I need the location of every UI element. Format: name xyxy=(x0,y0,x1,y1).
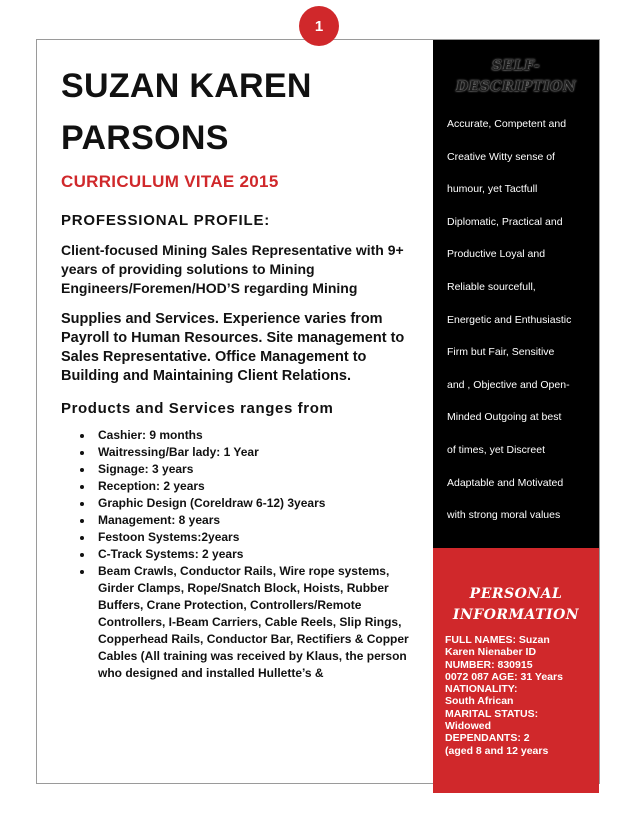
list-item: • Beam Crawls, Conductor Rails, Wire rope systems, Girder Clamps, Rope/Snatch Block, Hoists, Rubber Buffers, Crane Protection, Controllers/Remote Controllers, I-Beam Carriers, Cable Reels, Slip Rings, Copperhead Rails, Conductor Bar, Rectifiers & Copper Cables (All training was received by Klaus, the person who designed and installed Hullette’s & xyxy=(94,563,423,682)
trait-line: of times, yet Discreet xyxy=(447,443,546,456)
trait-line: Energetic and Enthusiastic xyxy=(447,313,572,326)
list-item: • Management: 8 years xyxy=(94,512,423,529)
info-line: DEPENDANTS: 2 xyxy=(445,732,530,745)
personal-information-text xyxy=(445,634,587,757)
products-heading: Products and Services ranges from xyxy=(61,400,334,417)
profile-paragraph-1: Client-focused Mining Sales Representative with 9+ years of providing solutions to Mining Engineers/Foremen/HOD’S regarding Mining xyxy=(61,242,404,296)
list-item: • Reception: 2 years xyxy=(94,478,423,495)
trait-line: Creative Witty sense of xyxy=(447,150,555,163)
trait-line: Minded Outgoing at best xyxy=(447,411,562,424)
info-line: 0072 087 AGE: 31 Years xyxy=(445,670,563,683)
candidate-name xyxy=(61,60,423,164)
personal-title-line-2: INFORMATION xyxy=(452,607,580,623)
self-description-panel xyxy=(433,40,599,548)
trait-line: Accurate, Competent and xyxy=(447,118,567,130)
main-column xyxy=(61,60,423,682)
profile-paragraph-2: Supplies and Services. Experience varies from Payroll to Human Resources. Site management to Sales Representative. Office Management to Building and Maintaining Client Relations. xyxy=(61,311,405,384)
trait-line: Firm but Fair, Sensitive xyxy=(447,346,555,359)
list-item: • Signage: 3 years xyxy=(94,461,423,478)
trait-line: and , Objective and Open- xyxy=(447,378,570,391)
profile-heading: PROFESSIONAL PROFILE: xyxy=(61,212,271,229)
sidebar xyxy=(433,40,599,793)
personal-title-line-1: PERSONAL xyxy=(469,586,563,602)
personal-information-title xyxy=(445,584,587,626)
info-line: Karen Nienaber ID xyxy=(445,646,537,659)
trait-line: Adaptable and Motivated xyxy=(447,476,564,489)
list-item: • Graphic Design (Coreldraw 6-12) 3years xyxy=(94,495,423,512)
info-line: FULL NAMES: Suzan xyxy=(445,634,550,646)
trait-line: with strong moral values xyxy=(447,509,561,522)
name-line-2: PARSONS xyxy=(61,119,229,157)
name-line-1: SUZAN KAREN xyxy=(61,67,312,105)
list-item: • Festoon Systems:2years xyxy=(94,529,423,546)
page-number-badge: 1 xyxy=(299,6,339,46)
info-line: (aged 8 and 12 years xyxy=(445,744,549,757)
trait-line: Reliable sourcefull, xyxy=(447,280,536,293)
info-line: NUMBER: 830915 xyxy=(445,658,533,671)
self-title-line-1: SELF- xyxy=(491,58,541,74)
self-title-line-2: DESCRIPTION xyxy=(455,79,577,95)
info-line: NATIONALITY: xyxy=(445,683,518,696)
trait-line: Productive Loyal and xyxy=(447,248,546,261)
info-line: South African xyxy=(445,695,514,708)
info-line: MARITAL STATUS: xyxy=(445,707,539,720)
products-list xyxy=(61,427,423,682)
trait-line: humour, yet Tactfull xyxy=(447,183,538,196)
personal-information-panel xyxy=(433,548,599,793)
list-item: • Waitressing/Bar lady: 1 Year xyxy=(94,444,423,461)
self-description-text xyxy=(447,108,585,532)
cv-subtitle: CURRICULUM VITAE 2015 xyxy=(61,172,279,191)
trait-line: Diplomatic, Practical and xyxy=(447,215,563,228)
list-item: • Cashier: 9 months xyxy=(94,427,423,444)
info-line: Widowed xyxy=(445,720,491,733)
list-item: • C-Track Systems: 2 years xyxy=(94,546,423,563)
self-description-title xyxy=(447,56,585,98)
